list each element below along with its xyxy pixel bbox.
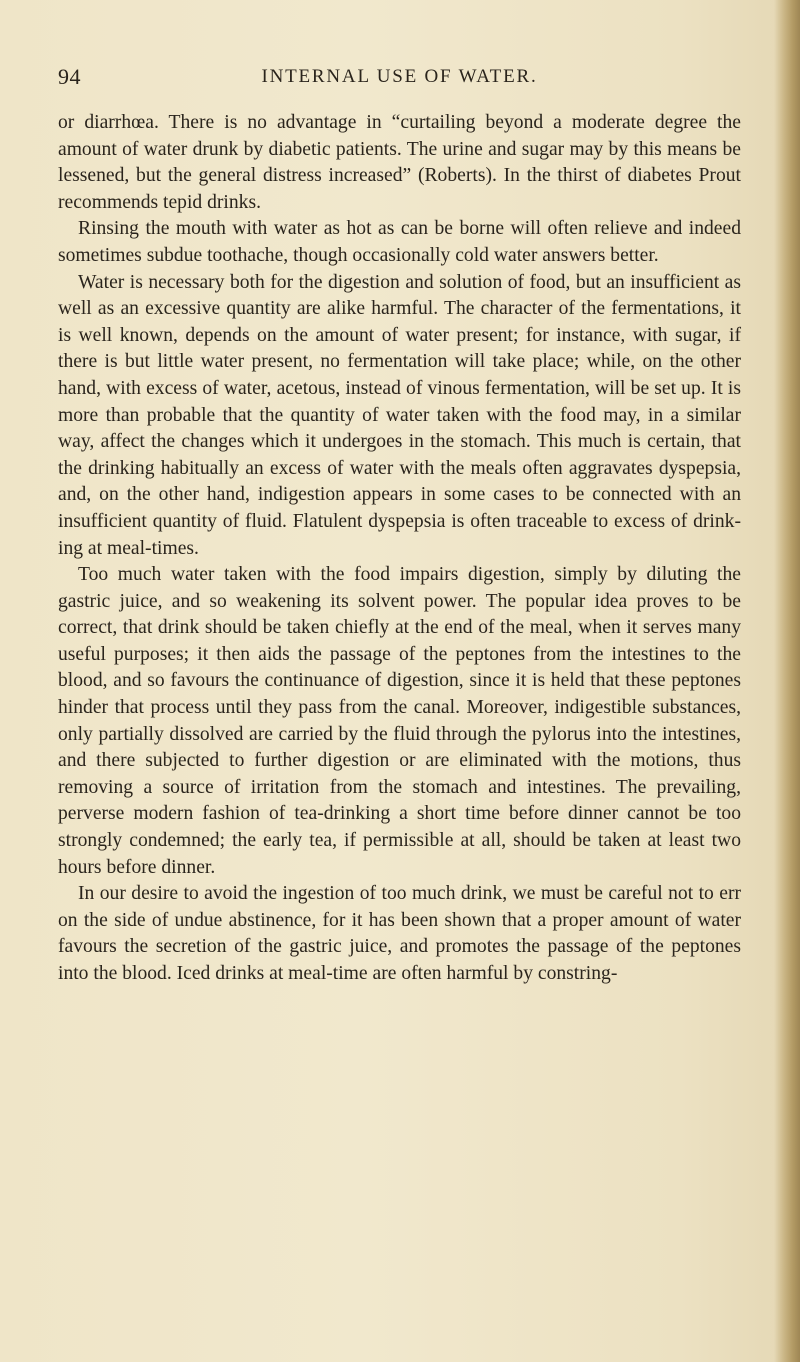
running-head: INTERNAL USE OF WATER.: [261, 66, 538, 87]
page-edge-shadow: [774, 0, 800, 1362]
page-header: [58, 64, 741, 94]
paragraph: In our desire to avoid the ingestion of too much drink, we must be careful not to err on the side of undue abstinence, for it has been shown that a proper amount of water favours the secretion of the gastric juice, and promotes the passage of the peptones into the blood. Iced drinks at meal-time are often harmful by constring-: [58, 883, 741, 984]
page-number: 94: [58, 64, 81, 89]
paragraph: Too much water taken with the food impairs digestion, simply by diluting the gastric juice, and so weakening its solvent power. The popular idea proves to be correct, that drink should be taken chiefly at the end of the meal, when it serves many useful purposes; it then aids the passage of the peptones from the intestines to the blood, and so favours the continuance of digestion, since it is held that these peptones hinder that process until they pass from the canal. Moreover, indigestible substances, only partially dissolved are carried by the fluid through the pylorus into the intestines, and there subjected to further digestion or are eliminated with the motions, thus removing a source of irritation from the stomach and intestines. The prevailing, perverse modern fashion of tea-drinking a short time before dinner cannot be too strongly condemned; the early tea, if permissible at all, should be taken at least two hours before dinner.: [58, 564, 741, 878]
paragraph: or diarrhœa. There is no advantage in “curtailing beyond a moderate degree the amount of water drunk by diabetic patients. The urine and sugar may by this means be lessened, but the general distress increased” (Roberts). In the thirst of diabetes Prout recommends tepid drinks.: [58, 112, 741, 213]
body-text: [58, 110, 741, 988]
paragraph: Water is necessary both for the digestion and solution of food, but an insufficient as well as an excessive quantity are alike harmful. The character of the fermentations, it is well known, depends on the amount of water present; for instance, with sugar, if there is but little water present, no fermentation will take place; while, on the other hand, with excess of water, acetous, instead of vinous fermentation, will be set up. It is more than probable that the quantity of water taken with the food may, in a similar way, affect the changes which it undergoes in the stomach. This much is certain, that the drinking habitually an excess of water with the meals often aggravates dyspepsia, and, on the other hand, indigestion appears in some cases to be connected with an insufficient quantity of fluid. Flatulent dyspepsia is often traceable to excess of drinking at meal-times.: [58, 271, 741, 559]
paragraph: Rinsing the mouth with water as hot as can be borne will often relieve and indeed sometimes subdue toothache, though occasionally cold water answers better.: [58, 218, 741, 266]
